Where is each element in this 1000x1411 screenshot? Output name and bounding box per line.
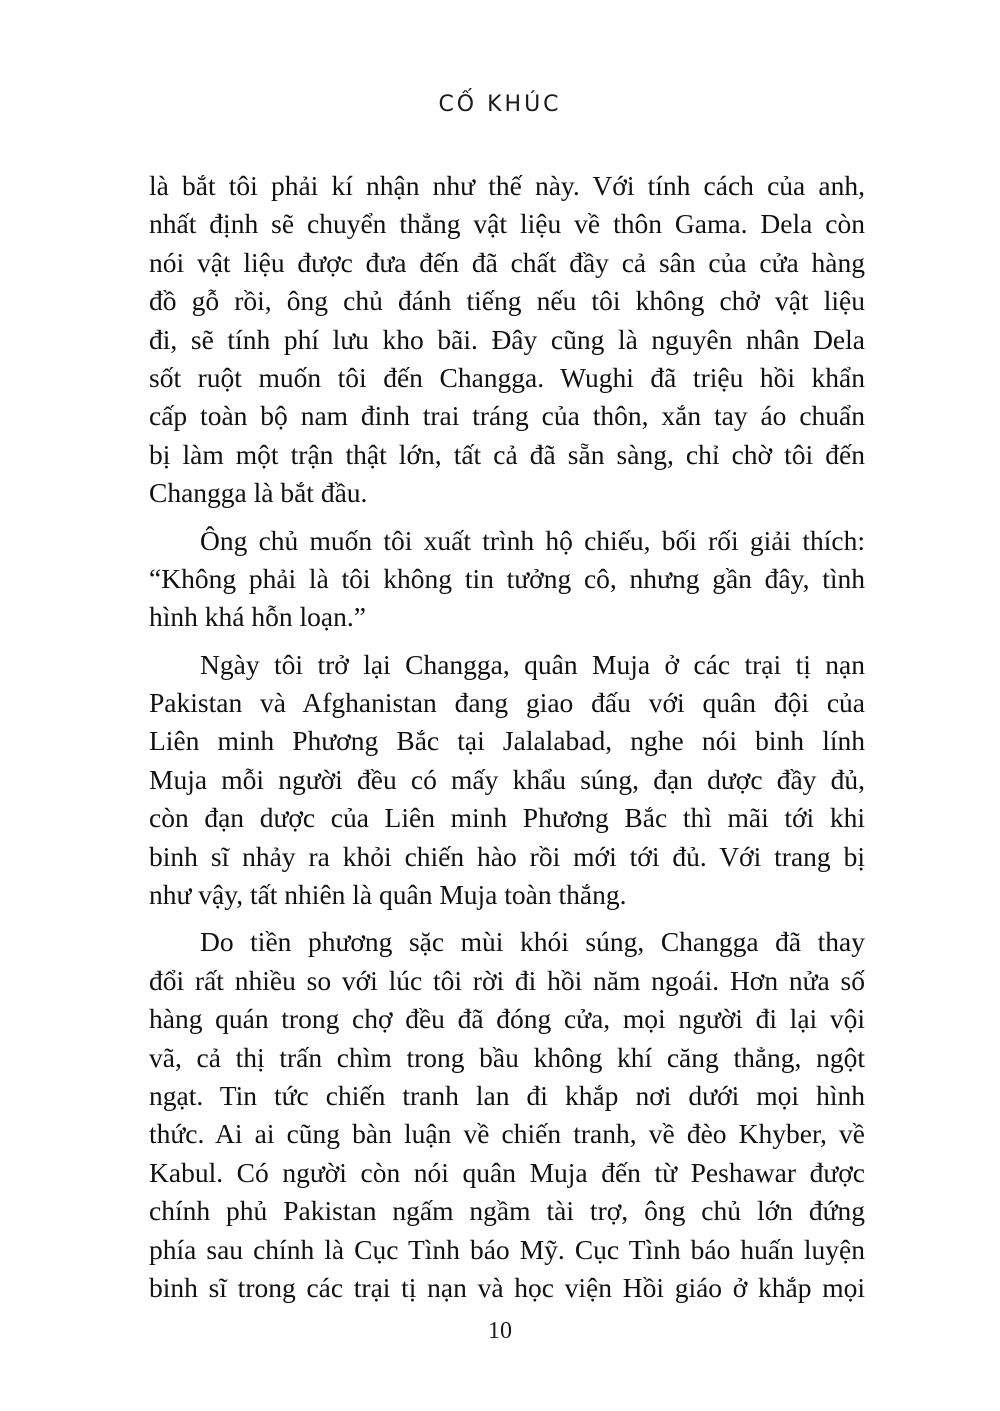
text-line: như vậy, tất nhiên là quân Muja toàn thắng. [149, 879, 627, 911]
text-line: Ngày tôi trở lại Changga, quân Muja ở các trại tị nạn [200, 648, 865, 680]
text-line: binh sĩ nhảy ra khỏi chiến hào rồi mới tới đủ. Với trang bị [149, 840, 865, 872]
paragraph [149, 167, 865, 513]
text-line: hàng quán trong chợ đều đã đóng cửa, mọi người đi lại vội [149, 1003, 865, 1035]
text-line: Kabul. Có người còn nói quân Muja đến từ Peshawar được [149, 1156, 865, 1188]
text-line: hình khá hỗn loạn.” [149, 601, 366, 633]
text-line: bị làm một trận thật lớn, tất cả đã sẵn sàng, chỉ chờ tôi đến [149, 438, 865, 470]
text-line: binh sĩ trong các trại tị nạn và học viện Hồi giáo ở khắp mọi [149, 1271, 865, 1303]
text-line: đổi rất nhiều so với lúc tôi rời đi hồi năm ngoái. Hơn nửa số [149, 964, 865, 996]
text-line: Liên minh Phương Bắc tại Jalalabad, nghe nói binh lính [149, 725, 865, 757]
text-line: Muja mỗi người đều có mấy khẩu súng, đạn dược đầy đủ, [149, 763, 865, 795]
text-line: chính phủ Pakistan ngấm ngầm tài trợ, ông chủ lớn đứng [149, 1195, 865, 1227]
text-line: Changga là bắt đầu. [149, 477, 368, 509]
body-text [149, 167, 865, 1307]
text-line: ngạt. Tin tức chiến tranh lan đi khắp nơi dưới mọi hình [149, 1079, 865, 1111]
text-line: vã, cả thị trấn chìm trong bầu không khí căng thẳng, ngột [149, 1041, 865, 1073]
text-line: cấp toàn bộ nam đinh trai tráng của thôn, xắn tay áo chuẩn [149, 400, 865, 432]
page-number: 10 [488, 1318, 512, 1344]
paragraph [149, 522, 865, 637]
text-line: nói vật liệu được đưa đến đã chất đầy cả sân của cửa hàng [149, 246, 865, 278]
text-line: còn đạn dược của Liên minh Phương Bắc thì mãi tới khi [149, 802, 865, 834]
text-line: là bắt tôi phải kí nhận như thế này. Với tính cách của anh, [149, 170, 865, 201]
paragraph [149, 923, 865, 1307]
text-line: Do tiền phương sặc mùi khói súng, Changga đã thay [200, 926, 865, 958]
text-line: Ông chủ muốn tôi xuất trình hộ chiếu, bối rối giải thích: [200, 524, 865, 556]
paragraph [149, 646, 865, 915]
text-line: “Không phải là tôi không tin tưởng cô, nhưng gần đây, tình [149, 562, 865, 594]
text-line: Pakistan và Afghanistan đang giao đấu với quân đội của [149, 687, 865, 719]
text-line: nhất định sẽ chuyển thẳng vật liệu về thôn Gama. Dela còn [149, 208, 865, 240]
text-line: thức. Ai ai cũng bàn luận về chiến tranh, về đèo Khyber, về [149, 1118, 865, 1150]
text-line: sốt ruột muốn tôi đến Changga. Wughi đã triệu hồi khẩn [149, 361, 865, 393]
running-header: CỐ KHÚC [438, 92, 562, 117]
text-line: đồ gỗ rồi, ông chủ đánh tiếng nếu tôi không chở vật liệu [149, 285, 865, 317]
text-line: đi, sẽ tính phí lưu kho bãi. Đây cũng là nguyên nhân Dela [149, 323, 865, 355]
text-line: phía sau chính là Cục Tình báo Mỹ. Cục Tình báo huấn luyện [149, 1233, 865, 1265]
